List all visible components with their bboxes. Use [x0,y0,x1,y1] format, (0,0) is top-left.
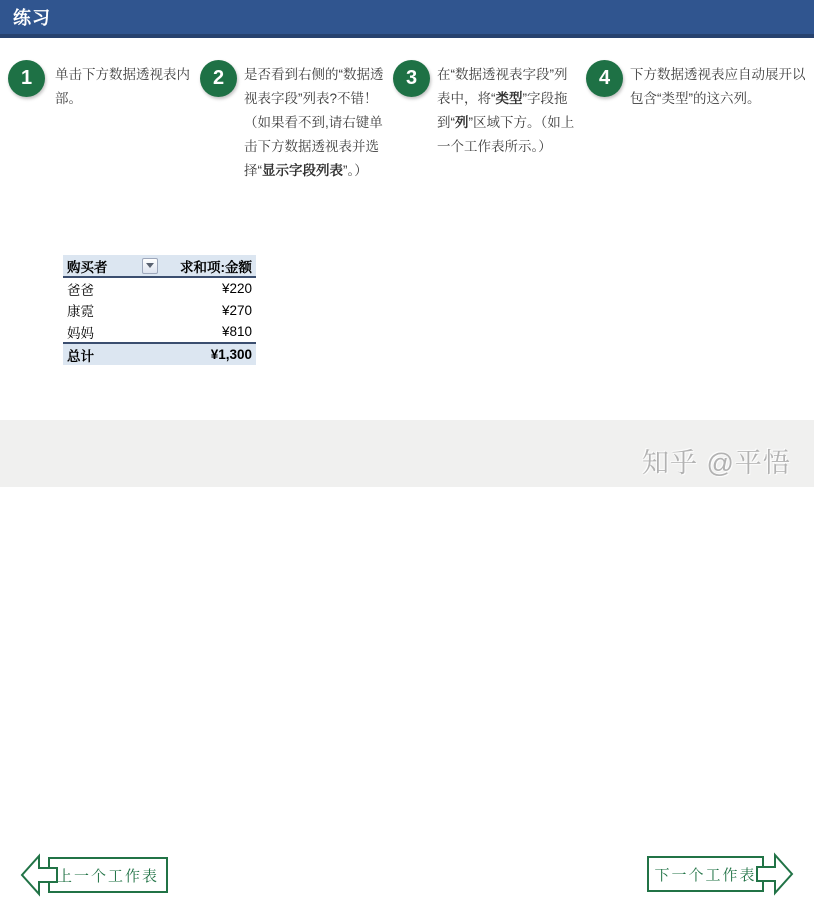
step-1-number-badge [8,60,45,97]
pivot-cell-buyer-3[interactable]: 妈妈 [67,325,94,341]
pivot-table[interactable] [63,255,256,365]
pivot-row-3 [63,321,256,343]
step-3-number: 3 [405,67,418,89]
step-2 [200,60,384,178]
pivot-header-buyer-label: 购买者 [67,259,108,275]
pivot-row-1 [63,277,256,299]
buyer-filter-dropdown-button[interactable] [142,258,158,274]
pivot-cell-amount-2[interactable]: ¥270 [221,302,252,318]
previous-worksheet-label[interactable]: 上一个工作表 [48,857,168,893]
pivot-total-row [63,343,256,365]
title-bar [0,0,814,38]
step-1 [8,60,190,106]
pivot-cell-buyer-2[interactable]: 康霓 [67,304,94,319]
pivot-cell-buyer-1[interactable]: 爸爸 [67,282,94,298]
step-1-text: 单击下方数据透视表内部。 [55,67,190,106]
pivot-cell-amount-1[interactable]: ¥220 [221,281,252,296]
step-4-text: 下方数据透视表应自动展开以包含“类型”的这六列。 [630,67,806,106]
step-1-number: 1 [20,67,33,89]
pivot-header-amount[interactable]: 求和项:金额 [162,255,256,277]
step-4-number-badge [586,60,623,97]
next-worksheet-label[interactable]: 下一个工作表 [647,856,764,892]
step-2-text: 是否看到右侧的“数据透视表字段”列表?不错！（如果看不到,请右键单击下方数据透视表并选择“显示字段列表”。） [244,67,384,178]
pivot-total-amount[interactable]: ¥1,300 [162,343,256,365]
step-4-number: 4 [598,67,611,89]
step-3-text: 在“数据透视表字段”列表中，将“类型”字段拖到“列”区域下方。（如上一个工作表所示。） [437,67,575,154]
page-title: 练习 [13,8,51,28]
step-2-number: 2 [212,67,225,89]
pivot-row-2 [63,299,256,321]
chevron-down-icon [146,263,154,268]
step-3-number-badge [393,60,430,97]
pivot-total-label[interactable]: 总计 [63,343,162,365]
step-3 [393,60,575,154]
right-block-arrow-icon [756,852,794,896]
zhihu-watermark: 知乎 @平悟 [642,448,791,478]
step-4 [586,60,806,106]
step-2-number-badge [200,60,237,97]
left-block-arrow-icon [20,853,58,897]
pivot-header-row [63,255,256,277]
pivot-cell-amount-3[interactable]: ¥810 [221,324,252,339]
pivot-header-buyer[interactable] [63,255,162,277]
